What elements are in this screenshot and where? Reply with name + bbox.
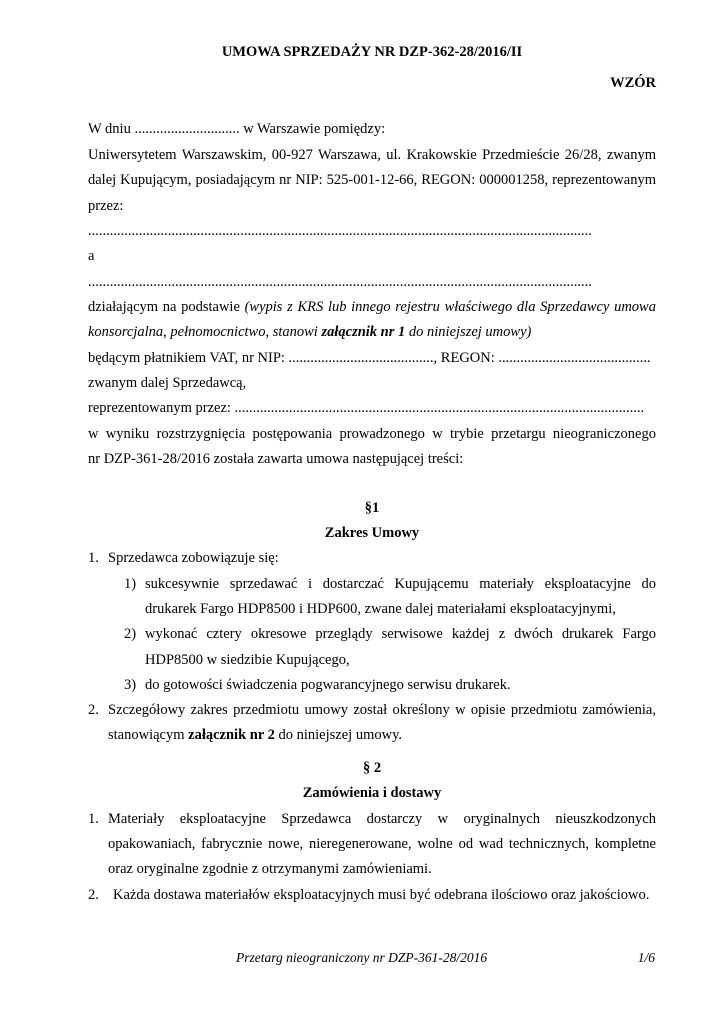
intro-line-8: [88, 324, 656, 341]
s1-item-3-text: do gotowości świadczenia pogwarancyjnego serwisu drukarek.: [145, 677, 511, 693]
s2-p1-line-3: oraz oryginalne zgodnie z otrzymanymi zamówieniami.: [108, 861, 432, 877]
s1-p2-line-2: [108, 727, 402, 744]
s2-p2-text: Każda dostawa materiałów eksploatacyjnych musi być odebrana ilościowo oraz jakościowo.: [113, 887, 650, 903]
s1-item-2-line-1: wykonać cztery okresowe przeglądy serwisowe każdej z dwóch drukarek Fargo: [145, 626, 656, 642]
attachment-2-ref: załącznik nr 2: [188, 727, 275, 743]
s2-p1-line-1: Materiały eksploatacyjne Sprzedawca dostarczy w oryginalnych nieuszkodzonych: [108, 811, 656, 827]
intro-line-7: [88, 299, 656, 316]
attachment-text-end: do niniejszej umowy): [405, 324, 532, 340]
s1-p2-line-1: Szczegółowy zakres przedmiotu umowy został określony w opisie przedmiotu zamówienia,: [108, 702, 656, 718]
dotted-line-2: ...........................................................................................................................................: [88, 274, 592, 290]
s1-p1-text: Sprzedawca zobowiązuje się:: [108, 550, 279, 566]
s1-p2-text-start: stanowiącym: [108, 727, 189, 743]
intro-line-2: Uniwersytetem Warszawskim, 00-927 Warszawa, ul. Krakowskie Przedmieście 26/28, zwanym: [88, 147, 656, 163]
section-2-title: Zamówienia i dostawy: [302, 785, 442, 801]
dotted-line-1: ...........................................................................................................................................: [88, 223, 592, 239]
s1-item-2-line-2: HDP8500 w siedzibie Kupującego,: [145, 652, 350, 668]
page-number: 1/6: [637, 950, 655, 965]
attachment-1-ref: załącznik nr 1: [321, 324, 406, 340]
intro-a: a: [88, 248, 95, 264]
attachment-text: konsorcjalna, pełnomocnictwo, stanowi: [88, 324, 322, 340]
s2-p1-line-2: opakowaniach, fabrycznie nowe, nieregenerowane, wolne od wad technicznych, kompletne: [108, 836, 656, 852]
legal-basis-label: działającym na podstawie: [88, 299, 245, 315]
intro-line-11: reprezentowanym przez: .................................................................................................................: [88, 400, 645, 416]
intro-line-10: zwanym dalej Sprzedawcą,: [88, 375, 247, 391]
intro-line-12: w wyniku rozstrzygnięcia postępowania prowadzonego w trybie przetargu nieograniczonego: [88, 426, 656, 442]
s1-p2-number: 2.: [88, 702, 99, 718]
s1-item-1-line-2: drukarek Fargo HDP8500 i HDP600, zwane dalej materiałami eksploatacyjnymi,: [145, 601, 616, 617]
section-2-sign: § 2: [362, 760, 382, 776]
s1-item-1-line-1: sukcesywnie sprzedawać i dostarczać Kupującemu materiały eksploatacyjne do: [145, 576, 656, 592]
footer-text: Przetarg nieograniczony nr DZP-361-28/2016: [236, 950, 488, 965]
s1-p2-text-end: do niniejszej umowy.: [274, 727, 402, 743]
s2-p1-number: 1.: [88, 811, 99, 827]
s1-item-2-number: 2): [124, 626, 137, 642]
intro-line-4: przez:: [88, 198, 124, 214]
document-title: UMOWA SPRZEDAŻY NR DZP-362-28/2016/II: [221, 44, 523, 60]
section-1-title: Zakres Umowy: [324, 525, 420, 541]
intro-line-1: W dniu ............................. w Warszawie pomiędzy:: [88, 121, 386, 137]
s1-p1-number: 1.: [88, 550, 99, 566]
legal-basis-note: (wypis z KRS lub innego rejestru właściwego dla Sprzedawcy umowa: [244, 299, 656, 315]
s1-item-3-number: 3): [124, 677, 137, 693]
intro-line-13: nr DZP-361-28/2016 została zawarta umowa następującej treści:: [88, 451, 464, 467]
s2-p2-number: 2.: [88, 887, 99, 903]
wzor-label: WZÓR: [610, 75, 656, 91]
section-1-sign: §1: [364, 500, 380, 516]
intro-line-9: będącym płatnikiem VAT, nr NIP: ........................................, REGON: ..........................................: [88, 350, 651, 366]
intro-line-3: dalej Kupującym, posiadającym nr NIP: 525-001-12-66, REGON: 000001258, reprezentowanym: [88, 172, 656, 188]
s1-item-1-number: 1): [124, 576, 137, 592]
